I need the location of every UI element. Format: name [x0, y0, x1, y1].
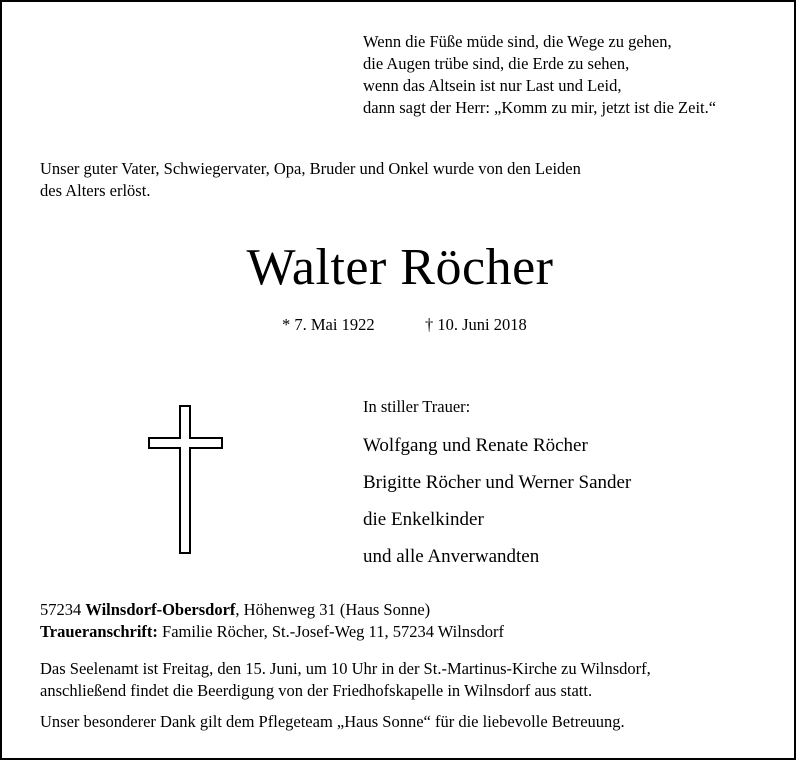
zip-code: 57234 [40, 600, 82, 619]
service-line: anschließend findet die Beerdigung von der Friedhofskapelle in Wilnsdorf aus statt. [40, 681, 593, 700]
intro-line: des Alters erlöst. [40, 181, 151, 200]
intro-text [40, 158, 680, 202]
mourners-lead: In stiller Trauer: [363, 397, 471, 416]
mourner-name: Wolfgang und Renate Röcher [363, 435, 588, 456]
mourners-block [363, 396, 631, 575]
death-date: † 10. Juni 2018 [425, 315, 527, 334]
thanks-note: Unser besonderer Dank gilt dem Pflegeteam „Haus Sonne“ für die liebevolle Betreuung. [40, 712, 625, 731]
mourner-name: und alle Anverwandten [363, 546, 540, 567]
mourner-name: Brigitte Röcher und Werner Sander [363, 472, 632, 493]
address-block [40, 599, 504, 643]
mourning-address-line [40, 621, 504, 643]
poem-line: wenn das Altsein ist nur Last und Leid, [363, 76, 622, 95]
mourning-address-label: Traueranschrift: [40, 622, 158, 641]
deceased-name: Walter Röcher [246, 239, 554, 296]
mourner-name: die Enkelkinder [363, 509, 484, 530]
street: , Höhenweg 31 (Haus Sonne) [235, 600, 431, 619]
residence-line [40, 599, 504, 621]
cross-icon [148, 405, 224, 560]
service-info [40, 658, 780, 702]
poem [363, 31, 716, 119]
poem-line: die Augen trübe sind, die Erde zu sehen, [363, 54, 630, 73]
mourning-address: Familie Röcher, St.-Josef-Weg 11, 57234 Wilnsdorf [157, 622, 505, 641]
poem-line: dann sagt der Herr: „Komm zu mir, jetzt ist die Zeit.“ [363, 98, 717, 117]
poem-line: Wenn die Füße müde sind, die Wege zu gehen, [363, 32, 672, 51]
service-line: Das Seelenamt ist Freitag, den 15. Juni, um 10 Uhr in der St.-Martinus-Kirche zu Wilnsdorf, [40, 659, 651, 678]
intro-line: Unser guter Vater, Schwiegervater, Opa, Bruder und Onkel wurde von den Leiden [40, 159, 581, 178]
birth-date: * 7. Mai 1922 [282, 315, 375, 334]
town-name: Wilnsdorf-Obersdorf [85, 600, 236, 619]
